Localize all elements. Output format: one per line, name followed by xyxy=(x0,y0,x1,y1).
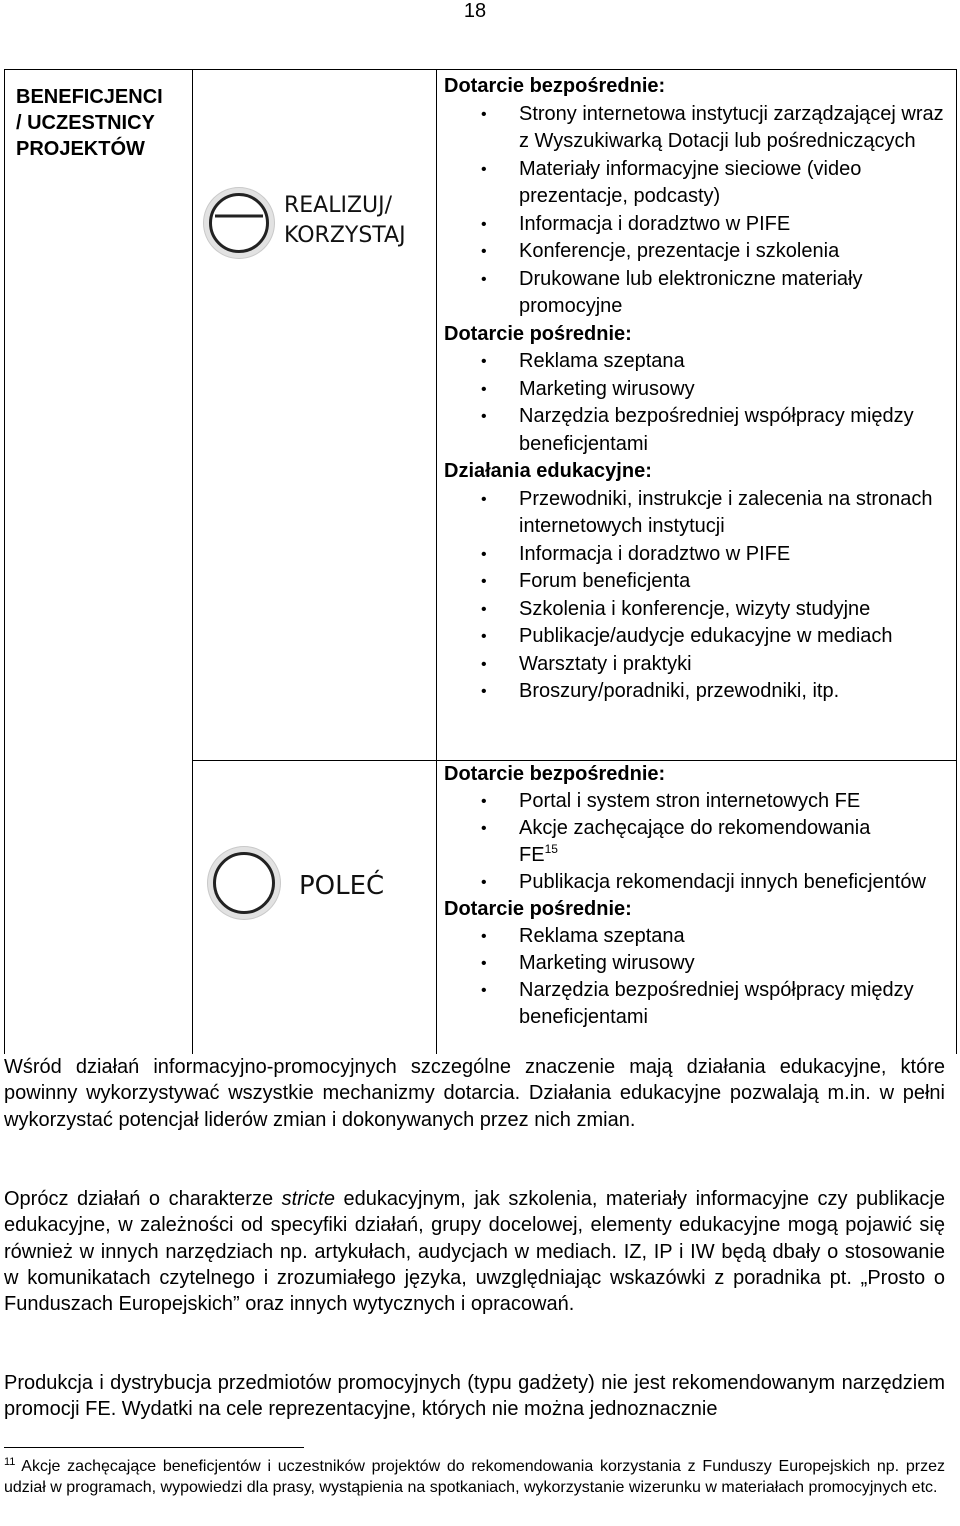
bullet-icon: • xyxy=(481,160,487,178)
stage-label-polec: POLEĆ xyxy=(299,871,385,901)
list-item-text: Informacja i doradztwo w PIFE xyxy=(519,212,791,235)
list-item xyxy=(444,815,954,869)
table-border-col3 xyxy=(436,69,437,1054)
paragraph-3: Produkcja i dystrybucja przedmiotów promocyjnych (typu gadżety) nie jest rekomendowanym narzędziem promocji FE. Wydatki na cele reprezentacyjne, których nie można jednoznacznie xyxy=(4,1372,945,1421)
list-item xyxy=(444,977,954,1031)
half-line-icon xyxy=(212,196,266,250)
stage-label-line: REALIZUJ/ xyxy=(284,193,393,218)
table-border-left xyxy=(4,69,5,1054)
bullet-icon: • xyxy=(481,955,487,972)
bullet-icon: • xyxy=(481,105,487,123)
paragraph-2 xyxy=(4,1186,945,1317)
bullet-icon: • xyxy=(481,353,487,370)
footnote-reference: 15 xyxy=(544,842,558,856)
list-item-text: Marketing wirusowy xyxy=(519,952,695,974)
footnote-separator xyxy=(4,1447,304,1448)
table-border-right xyxy=(956,69,957,1054)
list-item xyxy=(444,541,954,569)
footnote-number: 11 xyxy=(4,1456,16,1468)
polec-channels xyxy=(444,761,954,1031)
bullet-icon: • xyxy=(481,793,487,810)
page-number: 18 xyxy=(463,0,487,22)
footnote xyxy=(4,1456,945,1498)
bullet-icon: • xyxy=(481,683,487,700)
bullet-icon: • xyxy=(481,655,487,673)
list-item xyxy=(444,376,954,404)
list-item-text: Reklama szeptana xyxy=(519,350,685,372)
list-item xyxy=(444,869,954,896)
list-item xyxy=(444,211,954,239)
list-item-text: FE xyxy=(519,844,545,866)
list-item-text: Forum beneficjenta xyxy=(519,570,691,592)
list-item xyxy=(444,156,954,211)
list-item xyxy=(444,403,954,458)
list-item-text: Strony internetowa instytucji zarządzającej wraz z Wyszukiwarką Dotacji lub pośredniczących xyxy=(519,102,944,152)
list-item-text: Warsztaty i praktyki xyxy=(519,652,692,675)
stage-label-line: KORZYSTAJ xyxy=(284,223,406,248)
list-item-text: Publikacja rekomendacji innych beneficjentów xyxy=(519,871,926,893)
audience-title-line: BENEFICJENCI xyxy=(16,86,163,108)
bullet-icon: • xyxy=(481,928,487,945)
bullet-icon: • xyxy=(481,573,487,590)
section-heading: Dotarcie pośrednie: xyxy=(444,898,632,920)
section-heading: Dotarcie pośrednie: xyxy=(444,322,632,345)
list-item-text: Narzędzia bezpośredniej współpracy między beneficjentami xyxy=(519,405,914,455)
list-item-text: Narzędzia bezpośredniej współpracy między beneficjentami xyxy=(519,979,914,1028)
list-item xyxy=(444,923,954,950)
bullet-icon: • xyxy=(481,874,487,891)
list-item xyxy=(444,623,954,651)
list-item-text: Szkolenia i konferencje, wizyty studyjne xyxy=(519,597,871,620)
bullet-icon: • xyxy=(481,243,487,260)
stage-label-realizuj xyxy=(284,191,406,251)
list-item xyxy=(444,568,954,596)
section-heading: Dotarcie bezpośrednie: xyxy=(444,75,666,97)
bullet-icon: • xyxy=(481,628,487,645)
footnote-text: Akcje zachęcające beneficjentów i uczestników projektów do rekomendowania korzystania z Funduszy Europejskich np. przez udział w programach, wypowiedzi dla prasy, wystąpienia na spotkaniach, wykorzystanie wizerunku w materiałach promocyjnych etc. xyxy=(4,1458,946,1496)
list-item-text: Konferencje, prezentacje i szkolenia xyxy=(519,240,840,262)
bullet-icon: • xyxy=(481,820,487,837)
list-item-text: Publikacje/audycje edukacyjne w mediach xyxy=(519,625,893,647)
list-item-text: Marketing wirusowy xyxy=(519,377,695,400)
bullet-icon: • xyxy=(481,545,487,563)
paragraph-2-text: edukacyjnym, jak szkolenia, materiały informacyjne czy publikacje edukacyjne, w zależności od specyfiki działań, grupy docelowej, elementy edukacyjne mogą pojawić się również w innych narzędziach np. artykułach, audycjach w mediach. IZ, IP i IW będą dbały o stosowanie w komunikatach czytelnego i zrozumiałego języka, uwzględniając wskazówki z poradnika pt. „Prosto o Funduszach Europejskich” oraz innych wytycznych i opracowań. xyxy=(4,1188,945,1316)
table-border-top xyxy=(4,69,957,70)
list-item xyxy=(444,950,954,977)
audience-title-line: PROJEKTÓW xyxy=(16,138,145,160)
audience-title-line: / UCZESTNICY xyxy=(16,112,155,134)
audience-title xyxy=(16,84,188,162)
list-item-text: Drukowane lub elektroniczne materiały promocyjne xyxy=(519,267,863,317)
list-item-text: Portal i system stron internetowych FE xyxy=(519,790,861,812)
paragraph-2-italic: stricte xyxy=(281,1188,335,1210)
realizuj-channels xyxy=(444,73,954,706)
section-heading: Działania edukacyjne: xyxy=(444,460,652,482)
bullet-icon: • xyxy=(481,600,487,618)
bullet-icon: • xyxy=(481,380,487,398)
list-item-text: Informacja i doradztwo w PIFE xyxy=(519,542,791,565)
circle-icon xyxy=(213,852,275,914)
list-item xyxy=(444,788,954,815)
bullet-icon: • xyxy=(481,490,487,508)
list-item xyxy=(444,101,954,156)
bullet-icon: • xyxy=(481,982,487,999)
list-item xyxy=(444,596,954,624)
section-heading: Dotarcie bezpośrednie: xyxy=(444,763,666,785)
bullet-icon: • xyxy=(481,270,487,288)
table-border-col2 xyxy=(192,69,193,1054)
bullet-icon: • xyxy=(481,215,487,233)
list-item-text: Reklama szeptana xyxy=(519,925,685,947)
list-item-text: Akcje zachęcające do rekomendowania xyxy=(519,817,871,839)
half-circle-icon xyxy=(209,193,269,253)
list-item-text: Materiały informacyjne sieciowe (video prezentacje, podcasty) xyxy=(519,157,862,207)
list-item xyxy=(444,348,954,376)
list-item xyxy=(444,678,954,706)
list-item xyxy=(444,651,954,679)
list-item xyxy=(444,486,954,541)
bullet-icon: • xyxy=(481,408,487,425)
list-item xyxy=(444,266,954,321)
list-item-text: Przewodniki, instrukcje i zalecenia na stronach internetowych instytucji xyxy=(519,487,933,537)
paragraph-1: Wśród działań informacyjno-promocyjnych szczególne znaczenie mają działania edukacyjne, które powinny wykorzystywać wszystkie mechanizmy dotarcia. Działania edukacyjne pozwalają m.in. w pełni wykorzystać potencjał liderów zmian i dokonywanych przez nich zmian. xyxy=(4,1056,945,1131)
list-item-text: Broszury/poradniki, przewodniki, itp. xyxy=(519,680,840,702)
list-item xyxy=(444,238,954,266)
paragraph-2-text: Oprócz działań o charakterze xyxy=(4,1188,282,1210)
